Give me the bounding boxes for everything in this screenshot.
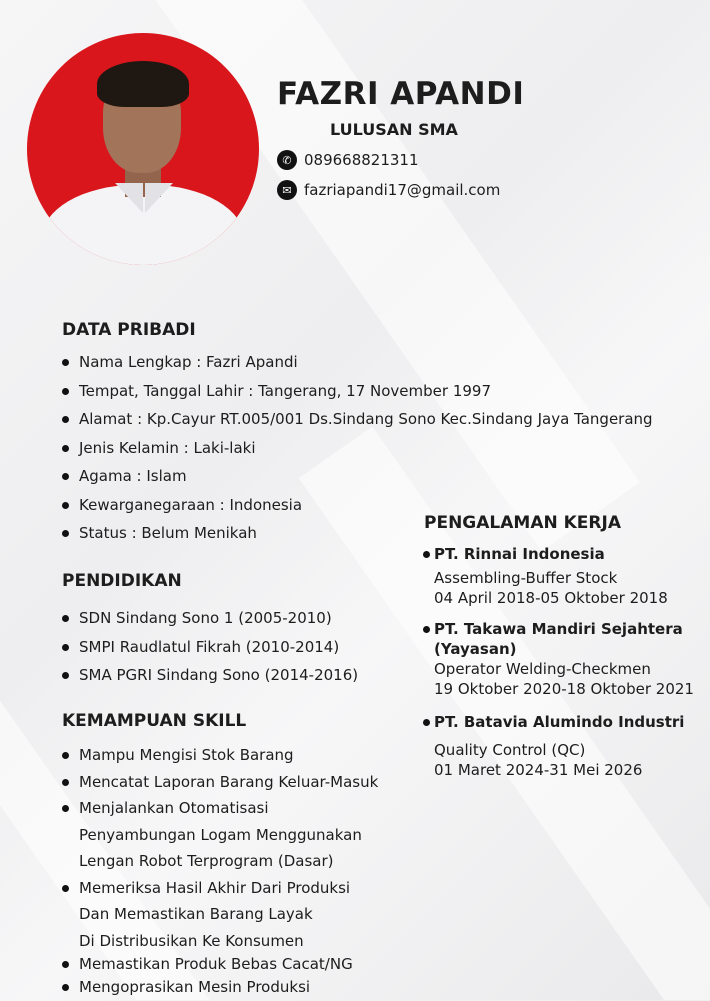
skill-line: Penyambungan Logam Menggunakan [79, 825, 362, 844]
job-role: Assembling-Buffer Stock [434, 569, 618, 587]
list-item: SMPI Raudlatul Fikrah (2010-2014) [62, 637, 358, 666]
job-company-note: (Yayasan) [434, 640, 517, 658]
list-item: Alamat : Kp.Cayur RT.005/001 Ds.Sindang Sono Kec.Sindang Jaya Tangerang [62, 409, 653, 438]
job-period: 01 Maret 2024-31 Mei 2026 [434, 761, 643, 779]
list-item: Kewarganegaraan : Indonesia [62, 495, 653, 524]
pendidikan-list [62, 608, 358, 694]
job-entry [423, 544, 668, 608]
job-company: PT. Takawa Mandiri Sejahtera [423, 619, 694, 639]
mail-icon: ✉ [277, 180, 297, 200]
list-item: Jenis Kelamin : Laki-laki [62, 438, 653, 467]
candidate-subtitle: LULUSAN SMA [330, 120, 458, 139]
list-item [62, 742, 378, 769]
skill-list [62, 742, 378, 1001]
job-period: 19 Oktober 2020-18 Oktober 2021 [434, 680, 694, 698]
list-item: Status : Belum Menikah [62, 523, 653, 552]
list-item: Agama : Islam [62, 466, 653, 495]
list-item: SDN Sindang Sono 1 (2005-2010) [62, 608, 358, 637]
job-company: PT. Rinnai Indonesia [423, 544, 668, 564]
skill-line: Dan Memastikan Barang Layak [79, 905, 313, 923]
list-item [62, 769, 378, 796]
phone-contact [277, 150, 419, 170]
list-item [62, 954, 378, 974]
skill-line: Mampu Mengisi Stok Barang [79, 746, 294, 764]
section-title-data-pribadi: DATA PRIBADI [62, 320, 196, 340]
job-entry [423, 619, 694, 699]
list-item: SMA PGRI Sindang Sono (2014-2016) [62, 665, 358, 694]
list-item [62, 974, 378, 1001]
list-item [62, 875, 378, 955]
email-contact [277, 180, 500, 200]
section-title-pengalaman: PENGALAMAN KERJA [424, 513, 621, 533]
skill-line: Mengoprasikan Mesin Produksi [79, 978, 311, 996]
skill-line: Mencatat Laporan Barang Keluar-Masuk [79, 772, 379, 791]
skill-line: Memeriksa Hasil Akhir Dari Produksi [79, 878, 351, 897]
list-item: Tempat, Tanggal Lahir : Tangerang, 17 November 1997 [62, 381, 653, 410]
job-company: PT. Batavia Alumindo Industri [423, 712, 684, 732]
job-period: 04 April 2018-05 Oktober 2018 [434, 589, 668, 607]
email-address: fazriapandi17@gmail.com [304, 181, 501, 199]
job-role: Quality Control (QC) [434, 741, 586, 759]
skill-line: Memastikan Produk Bebas Cacat/NG [79, 955, 353, 973]
profile-photo [27, 33, 259, 265]
section-title-skill: KEMAMPUAN SKILL [62, 711, 247, 731]
skill-line: Di Distribusikan Ke Konsumen [79, 931, 304, 950]
section-title-pendidikan: PENDIDIKAN [62, 571, 182, 591]
list-item: Nama Lengkap : Fazri Apandi [62, 352, 653, 381]
job-role: Operator Welding-Checkmen [434, 660, 651, 678]
skill-line: Menjalankan Otomatisasi [79, 799, 269, 817]
list-item [62, 795, 378, 875]
candidate-name: FAZRI APANDI [277, 76, 525, 112]
phone-number: 089668821311 [304, 151, 419, 169]
job-entry [423, 712, 684, 780]
skill-line: Lengan Robot Terprogram (Dasar) [79, 852, 334, 870]
phone-icon: ✆ [277, 150, 297, 170]
